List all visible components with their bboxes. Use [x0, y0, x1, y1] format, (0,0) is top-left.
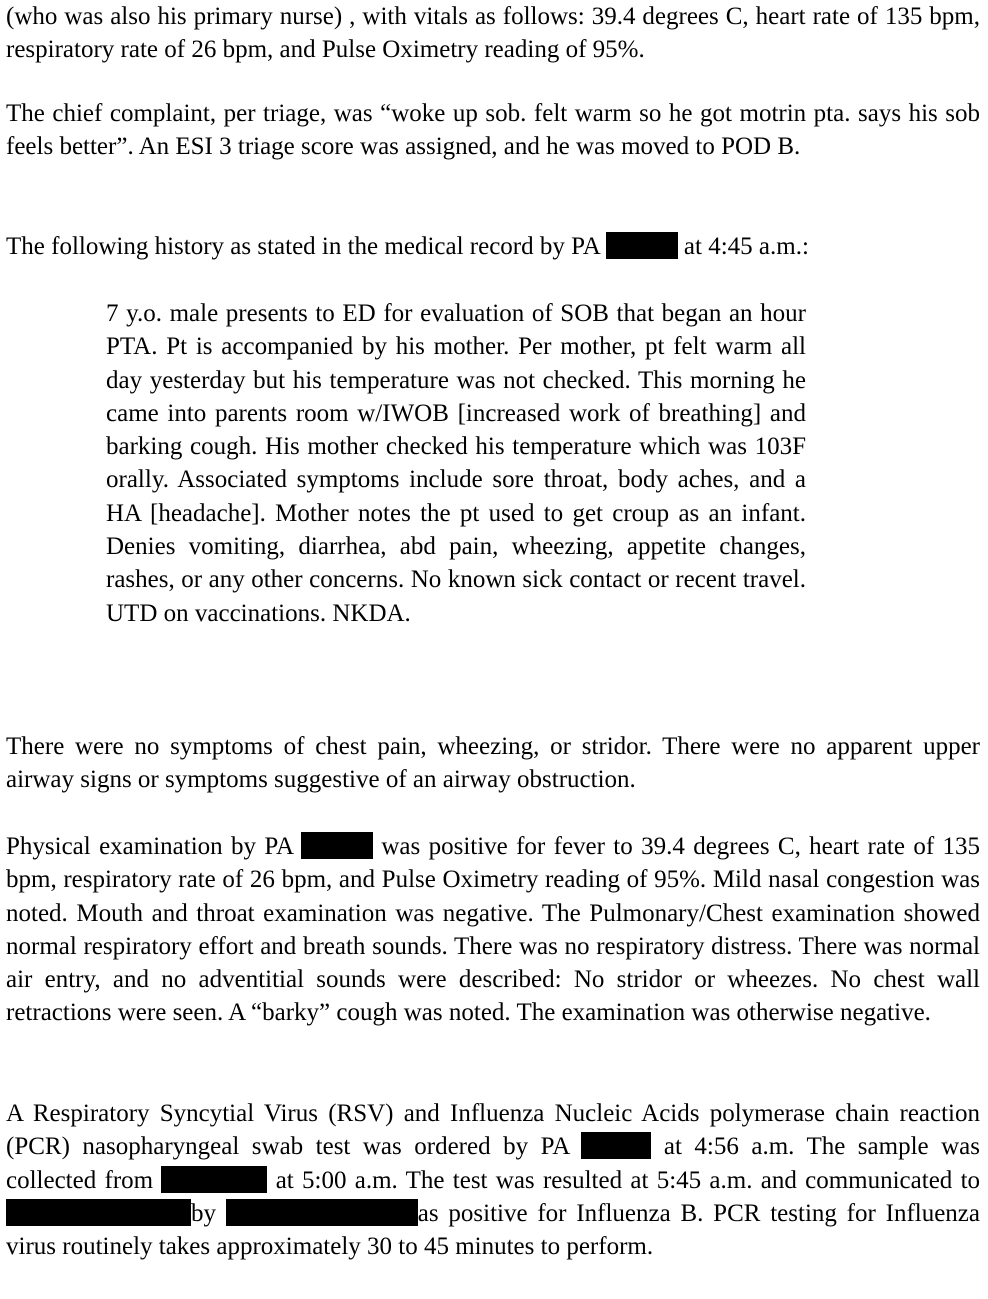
- paragraph-no-symptoms: [6, 730, 980, 797]
- history-intro-time: at 4:45 a.m.:: [683, 233, 809, 260]
- history-quote-block: [106, 297, 806, 630]
- history-intro-text: The following history as stated in the medical record by PA: [6, 233, 600, 260]
- redaction-bar: [301, 832, 373, 859]
- no-symptoms-text: There were no symptoms of chest pain, wheezing, or stridor. There were no apparent upper airway signs or symptoms suggestive of an airway obstruction.: [6, 733, 980, 794]
- chief-complaint-text: The chief complaint, per triage, was “woke up sob. felt warm so he got motrin pta. says his sob feels better”. An ESI 3 triage score was assigned, and he was moved to POD B.: [6, 100, 980, 161]
- pcr-resulted-text: at 5:00 a.m. The test was resulted at 5:45 a.m. and communicated to: [275, 1166, 981, 1194]
- redaction-bar: [226, 1199, 418, 1226]
- redaction-bar: [581, 1132, 651, 1159]
- paragraph-pcr-test: [6, 1097, 980, 1263]
- history-quote-text: 7 y.o. male presents to ED for evaluation of SOB that began an hour PTA. Pt is accompanied by his mother. Per mother, pt felt warm all day yesterday but his temperature was not checked. This morning he came into parents room w/IWOB [increased work of breathing] and barking cough. His mother checked his temperature which was 103F orally. Associated symptoms include sore throat, body aches, and a HA [headache]. Mother notes the pt used to get croup as an infant. Denies vomiting, diarrhea, abd pain, wheezing, appetite changes, rashes, or any other concerns. No known sick contact or recent travel. UTD on vaccinations. NKDA.: [106, 300, 806, 627]
- redaction-bar: [6, 1199, 191, 1226]
- pcr-result-text: as positive for Influenza B. PCR testing for Influenza virus routinely takes approximately 30 to 45 minutes to perform.: [6, 1199, 981, 1261]
- paragraph-chief-complaint: [6, 97, 980, 164]
- paragraph-history-intro: [6, 230, 980, 263]
- redaction-bar: [606, 232, 678, 259]
- redaction-bar: [161, 1166, 267, 1193]
- pcr-ordered-text: A Respiratory Syncytial Virus (RSV) and Influenza Nucleic Acids polymerase chain reaction (PCR) nasopharyngeal swab test was ordered by PA: [6, 1100, 980, 1161]
- physical-exam-text: was positive for fever to 39.4 degrees C, heart rate of 135 bpm, respiratory rate of 26 bpm, and Pulse Oximetry reading of 95%. Mild nasal congestion was noted. Mouth and throat examination was negative. The Pulmonary/Chest examination showed normal respiratory effort and breath sounds. There was no respiratory distress. There was normal air entry, and no adventitial sounds were described: No stridor or wheezes. No chest wall retractions were seen. A “barky” cough was noted. The examination was otherwise negative.: [6, 833, 980, 1027]
- pcr-by-text: by: [191, 1199, 216, 1227]
- paragraph-vitals: [6, 0, 980, 67]
- physical-exam-lead: Physical examination by PA: [6, 833, 293, 860]
- vitals-text: (who was also his primary nurse) , with vitals as follows: 39.4 degrees C, heart rate of 135 bpm, respiratory rate of 26 bpm, and Pulse Oximetry reading of 95%.: [6, 3, 980, 64]
- paragraph-physical-exam: [6, 830, 980, 1030]
- pcr-collected-text: at 4:56 a.m. The sample was collected from: [6, 1133, 981, 1194]
